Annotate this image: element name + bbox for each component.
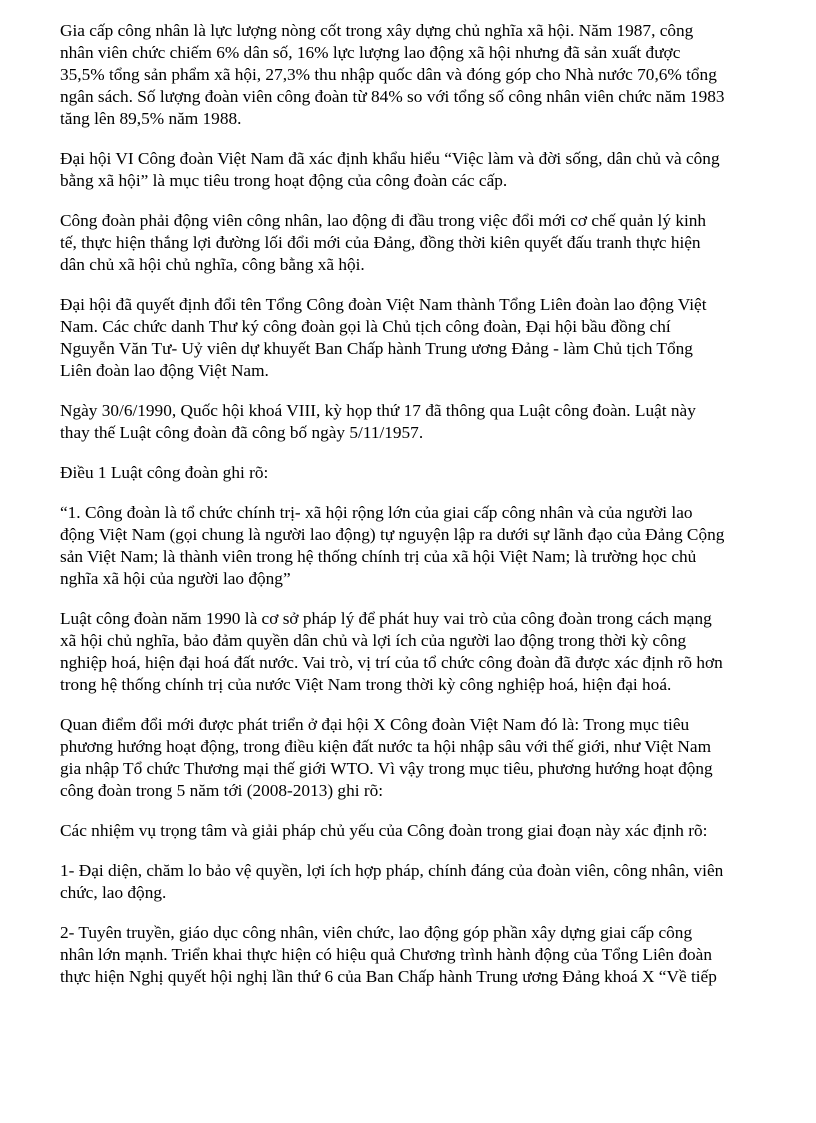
paragraph <box>60 148 782 192</box>
text-line: 2- Tuyên truyền, giáo dục công nhân, viên chức, lao động góp phần xây dựng giai cấp công <box>60 923 693 942</box>
text-line: tế, thực hiện thắng lợi đường lối đổi mới của Đảng, đồng thời kiên quyết đấu tranh thực hiện <box>60 233 701 252</box>
text-line: Gia cấp công nhân là lực lượng nòng cốt trong xây dựng chủ nghĩa xã hội. Năm 1987, công <box>60 21 694 40</box>
quote-paragraph <box>60 502 782 590</box>
text-line: phương hướng hoạt động, trong điều kiện đất nước ta hội nhập sâu với thế giới, như Việt Nam <box>60 737 712 756</box>
text-line: Công đoàn phải động viên công nhân, lao động đi đầu trong việc đổi mới cơ chế quản lý kinh <box>60 211 707 230</box>
text-line: thực hiện Nghị quyết hội nghị lần thứ 6 của Ban Chấp hành Trung ương Đảng khoá X “Về tiếp <box>60 967 717 986</box>
text-line: Nam. Các chức danh Thư ký công đoàn gọi là Chủ tịch công đoàn, Đại hội bầu đồng chí <box>60 317 671 336</box>
text-line: Các nhiệm vụ trọng tâm và giải pháp chủ yếu của Công đoàn trong giai đoạn này xác định rõ: <box>60 821 708 840</box>
text-line: nhân lớn mạnh. Triển khai thực hiện có hiệu quả Chương trình hành động của Tổng Liên đoàn <box>60 945 712 964</box>
text-line: Liên đoàn lao động Việt Nam. <box>60 361 269 380</box>
paragraph <box>60 294 782 382</box>
paragraph <box>60 400 782 444</box>
text-line: Luật công đoàn năm 1990 là cơ sở pháp lý để phát huy vai trò của công đoàn trong cách mạng <box>60 609 712 628</box>
text-line: ngân sách. Số lượng đoàn viên công đoàn từ 84% so với tổng số công nhân viên chức năm 1983 <box>60 87 725 106</box>
paragraph <box>60 820 782 842</box>
text-line: chức, lao động. <box>60 883 167 902</box>
text-line: tăng lên 89,5% năm 1988. <box>60 109 242 128</box>
text-line: động Việt Nam (gọi chung là người lao động) tự nguyện lập ra dưới sự lãnh đạo của Đảng Cộng <box>60 525 725 544</box>
paragraph <box>60 20 782 130</box>
text-line: Điều 1 Luật công đoàn ghi rõ: <box>60 463 269 482</box>
text-line: nhân viên chức chiếm 6% dân số, 16% lực lượng lao động xã hội nhưng đã sản xuất được <box>60 43 681 62</box>
paragraph <box>60 462 782 484</box>
text-line: sản Việt Nam; là thành viên trong hệ thống chính trị của xã hội Việt Nam; là trường học chủ <box>60 547 697 566</box>
text-line: nghĩa xã hội của người lao động” <box>60 569 291 588</box>
text-line: bằng xã hội” là mục tiêu trong hoạt động của công đoàn các cấp. <box>60 171 508 190</box>
text-line: công đoàn trong 5 năm tới (2008-2013) ghi rõ: <box>60 781 384 800</box>
paragraph <box>60 210 782 276</box>
text-line: 1- Đại diện, chăm lo bảo vệ quyền, lợi ích hợp pháp, chính đáng của đoàn viên, công nhân, viên <box>60 861 724 880</box>
text-line: nghiệp hoá, hiện đại hoá đất nước. Vai trò, vị trí của tổ chức công đoàn đã được xác định rõ hơn <box>60 653 723 672</box>
paragraph <box>60 608 782 696</box>
text-line: thay thế Luật công đoàn đã công bố ngày 5/11/1957. <box>60 423 424 442</box>
text-line: Đại hội đã quyết định đổi tên Tổng Công đoàn Việt Nam thành Tổng Liên đoàn lao động Việt <box>60 295 707 314</box>
text-line: 35,5% tổng sản phẩm xã hội, 27,3% thu nhập quốc dân và đóng góp cho Nhà nước 70,6% tổng <box>60 65 717 84</box>
text-line: trong hệ thống chính trị của nước Việt Nam trong thời kỳ công nghiệp hoá, hiện đại hoá. <box>60 675 672 694</box>
text-line: dân chủ xã hội chủ nghĩa, công bằng xã hội. <box>60 255 365 274</box>
text-line: Đại hội VI Công đoàn Việt Nam đã xác định khẩu hiểu “Việc làm và đời sống, dân chủ và công <box>60 149 720 168</box>
list-item <box>60 860 782 904</box>
paragraph <box>60 714 782 802</box>
document-page <box>60 0 782 988</box>
text-line: Quan điểm đổi mới được phát triển ở đại hội X Công đoàn Việt Nam đó là: Trong mục tiêu <box>60 715 690 734</box>
text-line: xã hội chủ nghĩa, bảo đảm quyền dân chủ và lợi ích của người lao động trong thời kỳ công <box>60 631 687 650</box>
list-item <box>60 922 782 988</box>
text-line: Ngày 30/6/1990, Quốc hội khoá VIII, kỳ họp thứ 17 đã thông qua Luật công đoàn. Luật này <box>60 401 696 420</box>
text-line: Nguyễn Văn Tư- Uỷ viên dự khuyết Ban Chấp hành Trung ương Đảng - làm Chủ tịch Tổng <box>60 339 693 358</box>
text-line: gia nhập Tổ chức Thương mại thế giới WTO. Vì vậy trong mục tiêu, phương hướng hoạt động <box>60 759 713 778</box>
text-line: “1. Công đoàn là tổ chức chính trị- xã hội rộng lớn của giai cấp công nhân và của người lao <box>60 503 693 522</box>
